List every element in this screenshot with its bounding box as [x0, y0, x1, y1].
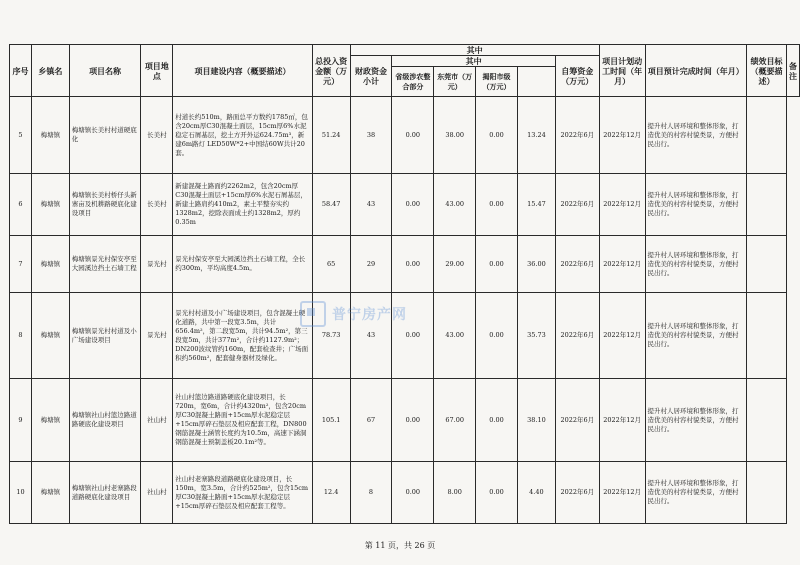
cell-content: 新建混凝土路面约2262m2，包含20cm厚C30混凝土面层+15cm厚6%水泥石屑基层，新建土路肩约410m2，素土平整夯实约1328m2，挖除表面成土约1328m2，厚约0.35m [173, 174, 312, 236]
cell-dg: 38.00 [434, 97, 476, 174]
cell-self: 4.40 [517, 462, 555, 524]
cell-loc: 社山村 [141, 379, 173, 462]
header-self: 自筹资金（万元） [555, 56, 599, 97]
table-row [10, 97, 800, 174]
cell-self: 36.00 [517, 236, 555, 293]
table-row [10, 174, 800, 236]
cell-content: 社山村老寨路段道路硬底化建设项目，长150m，宽3.5m，合计约525m²，包含15cm厚C30混凝土路面+15cm厚水泥稳定层+15cm厚碎石垫层及相应配套工程等。 [173, 462, 312, 524]
cell-town: 梅塘镇 [31, 293, 69, 379]
cell-start: 2022年6月 [555, 174, 599, 236]
cell-goal: 提升村人居环境和整体形象，打造优美的村容村貌类景，方便村民出行。 [645, 462, 746, 524]
cell-self: 38.10 [517, 379, 555, 462]
cell-fiscal: 29 [350, 236, 392, 293]
cell-dg: 8.00 [434, 462, 476, 524]
cell-town: 梅塘镇 [31, 174, 69, 236]
cell-self: 13.24 [517, 97, 555, 174]
cell-name: 梅塘镇社山村篮边路道路硬底化建设项目 [69, 379, 141, 462]
cell-jy: 0.00 [476, 236, 518, 293]
watermark [300, 300, 450, 328]
cell-content: 村道长约510m，路面总平方数约1785㎡，包含20cm厚C30混凝土面层，15cm厚6%水泥稳定石屑基层，挖土方开外运624.75m³，新建6m路灯 LED50W*2+中国结60W共计20套。 [173, 97, 312, 174]
cell-town: 梅塘镇 [31, 97, 69, 174]
cell-total: 65 [312, 236, 350, 293]
cell-start: 2022年6月 [555, 97, 599, 174]
cell-total: 58.47 [312, 174, 350, 236]
cell-finish: 2022年12月 [599, 462, 645, 524]
cell-start: 2022年6月 [555, 236, 599, 293]
header-total: 总投入资金额（万元） [312, 45, 350, 97]
cell-total: 12.4 [312, 462, 350, 524]
cell-prov: 0.00 [392, 236, 434, 293]
table-row [10, 462, 800, 524]
cell-fiscal: 43 [350, 293, 392, 379]
cell-note [747, 379, 787, 462]
cell-jy: 0.00 [476, 379, 518, 462]
cell-note [747, 236, 787, 293]
header-jieyang: 揭阳市级（万元） [476, 67, 518, 97]
cell-finish: 2022年12月 [599, 97, 645, 174]
cell-finish: 2022年12月 [599, 293, 645, 379]
cell-town: 梅塘镇 [31, 236, 69, 293]
cell-finish: 2022年12月 [599, 236, 645, 293]
cell-start: 2022年6月 [555, 379, 599, 462]
cell-seq: 8 [10, 293, 32, 379]
cell-start: 2022年6月 [555, 293, 599, 379]
header-seq: 序号 [10, 45, 32, 97]
cell-fiscal: 67 [350, 379, 392, 462]
cell-loc: 景光村 [141, 293, 173, 379]
cell-finish: 2022年12月 [599, 379, 645, 462]
cell-name: 梅塘镇景光村村道及小广场建设项目 [69, 293, 141, 379]
cell-prov: 0.00 [392, 379, 434, 462]
header-town: 乡镇名 [31, 45, 69, 97]
header-location: 项目地点 [141, 45, 173, 97]
cell-self: 35.73 [517, 293, 555, 379]
cell-total: 105.1 [312, 379, 350, 462]
cell-goal: 提升村人居环境和整体形象，打造优美的村容村貌类景，方便村民出行。 [645, 97, 746, 174]
header-group-top: 其中 [350, 45, 599, 56]
cell-prov: 0.00 [392, 293, 434, 379]
cell-seq: 9 [10, 379, 32, 462]
cell-loc: 长美村 [141, 97, 173, 174]
cell-note [747, 174, 787, 236]
header-province: 省级涉农整合部分 [392, 67, 434, 97]
cell-jy: 0.00 [476, 174, 518, 236]
header-group-inner: 其中 [392, 56, 555, 67]
cell-dg: 67.00 [434, 379, 476, 462]
cell-dg: 43.00 [434, 174, 476, 236]
table-row [10, 236, 800, 293]
cell-content: 景光村村道及小广场建设项目，包含混凝土硬化道路，共中第一段宽3.5m，共计656.4m²，第二段宽5m，共计94.5m²，第三段宽5m，共计377m²，合计约1127.9m²；DN200波纹管约160m，配套检查井；广场面积约560m²，配套健身器材及绿化。 [173, 293, 312, 379]
cell-jy: 0.00 [476, 293, 518, 379]
cell-seq: 6 [10, 174, 32, 236]
cell-seq: 10 [10, 462, 32, 524]
cell-jy: 0.00 [476, 97, 518, 174]
header-start: 项目计划动工时间（年月） [599, 45, 645, 97]
cell-loc: 长美村 [141, 174, 173, 236]
header-note: 备注 [787, 45, 800, 97]
header-fiscal-sub: 财政资金小计 [350, 56, 392, 97]
cell-fiscal: 43 [350, 174, 392, 236]
cell-self: 15.47 [517, 174, 555, 236]
cell-jy: 0.00 [476, 462, 518, 524]
cell-town: 梅塘镇 [31, 379, 69, 462]
table-row [10, 379, 800, 462]
cell-name: 梅塘镇景光村保安亭至大园溪边挡土石墙工程 [69, 236, 141, 293]
cell-finish: 2022年12月 [599, 174, 645, 236]
cell-prov: 0.00 [392, 462, 434, 524]
cell-note [747, 97, 787, 174]
header-finish: 项目预计完成时间（年月） [645, 45, 746, 97]
cell-dg: 43.00 [434, 293, 476, 379]
header-content: 项目建设内容（概要描述） [173, 45, 312, 97]
cell-prov: 0.00 [392, 97, 434, 174]
cell-seq: 5 [10, 97, 32, 174]
project-table [9, 44, 800, 524]
cell-content: 社山村篮边路道路硬底化建设项目，长720m，宽6m，合计约4320m²，包含20cm厚C30混凝土路面+15cm厚水泥稳定层+15cm厚碎石垫层及相应配套工程，DN800钢筋混凝土涵管长度约为10.5m，高速下涵洞钢筋混凝土预制盖板20.1m²等。 [173, 379, 312, 462]
cell-start: 2022年6月 [555, 462, 599, 524]
cell-fiscal: 8 [350, 462, 392, 524]
cell-goal: 提升村人居环境和整体形象，打造优美的村容村貌类景，方便村民出行。 [645, 379, 746, 462]
watermark-text: 普宁房产网 [332, 307, 407, 323]
cell-loc: 社山村 [141, 462, 173, 524]
cell-seq: 7 [10, 236, 32, 293]
cell-goal: 提升村人居环境和整体形象，打造优美的村容村貌类景，方便村民出行。 [645, 236, 746, 293]
cell-note [747, 293, 787, 379]
cell-name: 梅塘镇长美村桥仔头新寨亩及机耕路硬底化建设项目 [69, 174, 141, 236]
cell-goal: 提升村人居环境和整体形象，打造优美的村容村貌类景，方便村民出行。 [645, 293, 746, 379]
cell-name: 梅塘镇长美村村道硬底化 [69, 97, 141, 174]
page-footer: 第 11 页，共 26 页 [364, 541, 436, 550]
cell-content: 景光村保安亭至大园溪边挡土石墙工程，全长约300m，平均高度4.5m。 [173, 236, 312, 293]
cell-town: 梅塘镇 [31, 462, 69, 524]
header-dongguan: 东莞市（万元） [434, 67, 476, 97]
cell-fiscal: 38 [350, 97, 392, 174]
cell-total: 51.24 [312, 97, 350, 174]
cell-name: 梅塘镇社山村老寨路段道路硬底化建设项目 [69, 462, 141, 524]
cell-dg: 29.00 [434, 236, 476, 293]
cell-note [747, 462, 787, 524]
header-goal: 绩效目标（概要描述） [747, 45, 787, 97]
header-project-name: 项目名称 [69, 45, 141, 97]
cell-goal: 提升村人居环境和整体形象，打造优美的村容村貌类景，方便村民出行。 [645, 174, 746, 236]
cell-loc: 景光村 [141, 236, 173, 293]
cell-total: 78.73 [312, 293, 350, 379]
cell-prov: 0.00 [392, 174, 434, 236]
watermark-logo-icon [300, 301, 326, 327]
